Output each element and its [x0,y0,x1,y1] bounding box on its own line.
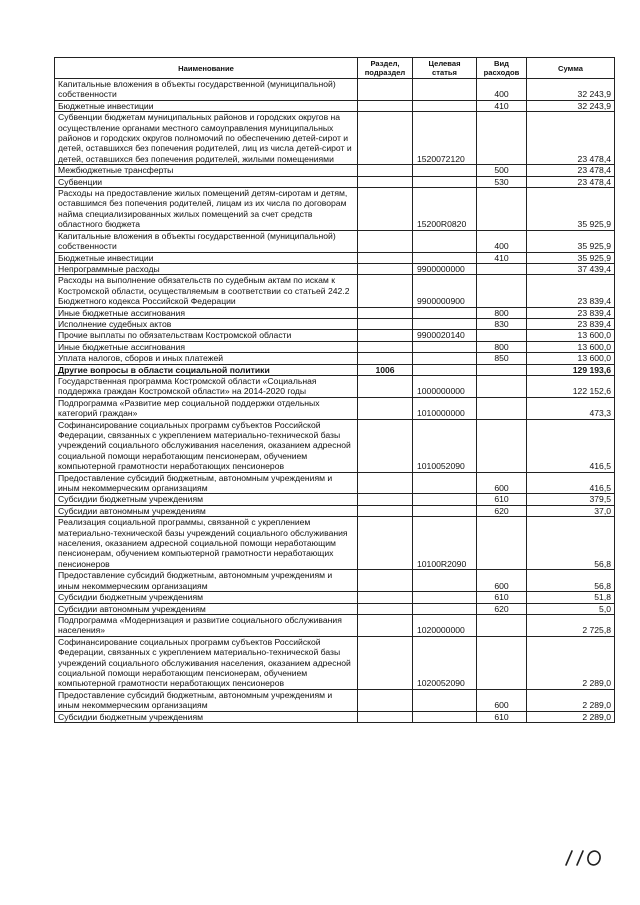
cell-name: Непрограммные расходы [55,263,358,274]
table-row [55,79,615,101]
table-row [55,711,615,722]
cell-target: 9900000900 [413,275,477,307]
cell-name: Прочие выплаты по обязательствам Костромской области [55,330,358,341]
cell-target: 10100R2090 [413,517,477,570]
header-expense-type: Вид расходов [477,58,527,79]
cell-name: Уплата налогов, сборов и иных платежей [55,353,358,364]
cell-expense-type [477,112,527,165]
cell-section [358,711,413,722]
cell-sum: 23 478,4 [527,165,615,176]
cell-name: Предоставление субсидий бюджетным, автономным учреждениям и иным некоммерческим организациям [55,689,358,711]
cell-sum: 129 193,6 [527,364,615,375]
cell-section [358,494,413,505]
cell-target [413,353,477,364]
cell-name: Расходы на предоставление жилых помещений детям-сиротам и детям, оставшимся без попечения родителей, лицам из их числа по договорам найма специализированных жилых помещений за счет средств областного бюджета [55,188,358,231]
table-row [55,505,615,516]
table-row [55,419,615,472]
cell-expense-type: 800 [477,307,527,318]
cell-name: Субвенции бюджетам муниципальных районов и городских округов на осуществление органами местного самоуправления муниципальных районов и городских округов полномочий по обеспечению детей-сирот и детей, оставшихся без попечения родителей, лиц из числа детей-сирот и детей, оставшихся без попечения родителей, жилыми помещениями [55,112,358,165]
cell-sum: 35 925,9 [527,230,615,252]
table-body [55,79,615,723]
cell-sum: 13 600,0 [527,330,615,341]
header-section: Раздел, подраздел [358,58,413,79]
cell-sum: 2 289,0 [527,711,615,722]
cell-section [358,570,413,592]
table-row [55,494,615,505]
cell-section [358,230,413,252]
cell-expense-type: 500 [477,165,527,176]
cell-name: Субсидии автономным учреждениям [55,603,358,614]
cell-section: 1006 [358,364,413,375]
cell-section [358,603,413,614]
cell-expense-type: 610 [477,494,527,505]
cell-name: Иные бюджетные ассигнования [55,307,358,318]
cell-sum: 416,5 [527,472,615,494]
cell-sum: 35 925,9 [527,188,615,231]
table-row [55,307,615,318]
handwritten-page-number [560,843,610,873]
cell-expense-type [477,188,527,231]
table-row [55,275,615,307]
cell-section [358,112,413,165]
cell-section [358,79,413,101]
cell-name: Государственная программа Костромской области «Социальная поддержка граждан Костромской области» на 2014-2020 годы [55,375,358,397]
cell-expense-type: 620 [477,603,527,614]
cell-target: 9900020140 [413,330,477,341]
table-row [55,375,615,397]
cell-name: Субвенции [55,176,358,187]
cell-section [358,165,413,176]
cell-sum: 56,8 [527,570,615,592]
cell-expense-type: 600 [477,570,527,592]
table-row [55,603,615,614]
cell-expense-type [477,636,527,689]
cell-expense-type: 600 [477,689,527,711]
cell-target [413,592,477,603]
cell-target [413,364,477,375]
cell-expense-type [477,330,527,341]
cell-expense-type [477,517,527,570]
cell-target [413,570,477,592]
cell-name: Субсидии бюджетным учреждениям [55,494,358,505]
table-row [55,330,615,341]
cell-sum: 23 478,4 [527,112,615,165]
cell-sum: 23 478,4 [527,176,615,187]
table-header [55,58,615,79]
cell-expense-type [477,614,527,636]
cell-target [413,165,477,176]
cell-target: 1020052090 [413,636,477,689]
table-row [55,252,615,263]
cell-section [358,318,413,329]
cell-name: Бюджетные инвестиции [55,100,358,111]
table-row [55,100,615,111]
cell-name: Капитальные вложения в объекты государственной (муниципальной) собственности [55,230,358,252]
cell-name: Исполнение судебных актов [55,318,358,329]
cell-section [358,419,413,472]
table-row [55,353,615,364]
cell-target: 9900000000 [413,263,477,274]
header-name: Наименование [55,58,358,79]
cell-target [413,603,477,614]
cell-expense-type: 410 [477,252,527,263]
cell-target: 1010000000 [413,397,477,419]
table-row [55,472,615,494]
cell-section [358,252,413,263]
cell-section [358,614,413,636]
cell-name: Капитальные вложения в объекты государственной (муниципальной) собственности [55,79,358,101]
cell-expense-type [477,375,527,397]
table-row [55,397,615,419]
cell-name: Другие вопросы в области социальной политики [55,364,358,375]
cell-target: 1000000000 [413,375,477,397]
cell-name: Субсидии бюджетным учреждениям [55,711,358,722]
cell-section [358,517,413,570]
cell-section [358,689,413,711]
table-row [55,689,615,711]
cell-target [413,252,477,263]
cell-sum: 473,3 [527,397,615,419]
cell-name: Субсидии автономным учреждениям [55,505,358,516]
table-row [55,263,615,274]
cell-target [413,176,477,187]
cell-target: 1010052090 [413,419,477,472]
cell-section [358,330,413,341]
table-row [55,318,615,329]
cell-section [358,188,413,231]
cell-expense-type [477,263,527,274]
cell-expense-type: 400 [477,230,527,252]
table-row [55,636,615,689]
cell-name: Реализация социальной программы, связанной с укреплением материально-технической базы учреждений социального обслуживания населения, оказанием адресной социальной помощи неработающим пенсионерам, обучением компьютерной грамотности неработающих пенсионеров [55,517,358,570]
cell-target: 1020000000 [413,614,477,636]
cell-sum: 32 243,9 [527,100,615,111]
cell-expense-type: 610 [477,592,527,603]
header-sum: Сумма [527,58,615,79]
cell-section [358,275,413,307]
cell-name: Предоставление субсидий бюджетным, автономным учреждениям и иным некоммерческим организациям [55,570,358,592]
cell-section [358,375,413,397]
table-row [55,592,615,603]
cell-section [358,636,413,689]
cell-expense-type [477,419,527,472]
cell-name: Иные бюджетные ассигнования [55,341,358,352]
cell-name: Расходы на выполнение обязательств по судебным актам по искам к Костромской области, осуществляемым в соответствии со статьей 242.2 Бюджетного кодекса Российской Федерации [55,275,358,307]
cell-expense-type: 530 [477,176,527,187]
cell-target [413,100,477,111]
cell-target [413,711,477,722]
cell-target [413,341,477,352]
budget-table [54,57,615,723]
cell-name: Субсидии бюджетным учреждениям [55,592,358,603]
cell-target [413,689,477,711]
cell-sum: 35 925,9 [527,252,615,263]
cell-section [358,307,413,318]
cell-sum: 23 839,4 [527,318,615,329]
cell-name: Подпрограмма «Модернизация и развитие социального обслуживания населения» [55,614,358,636]
table-row [55,364,615,375]
cell-sum: 2 289,0 [527,689,615,711]
cell-target [413,505,477,516]
cell-section [358,353,413,364]
cell-name: Предоставление субсидий бюджетным, автономным учреждениям и иным некоммерческим организациям [55,472,358,494]
cell-sum: 379,5 [527,494,615,505]
table-row [55,176,615,187]
cell-sum: 37,0 [527,505,615,516]
cell-sum: 122 152,6 [527,375,615,397]
cell-expense-type: 620 [477,505,527,516]
cell-expense-type [477,275,527,307]
cell-section [358,263,413,274]
cell-target: 1520072120 [413,112,477,165]
cell-expense-type: 400 [477,79,527,101]
cell-section [358,100,413,111]
cell-section [358,592,413,603]
table-row [55,188,615,231]
table-row [55,341,615,352]
cell-sum: 56,8 [527,517,615,570]
cell-target [413,307,477,318]
cell-sum: 51,8 [527,592,615,603]
cell-section [358,505,413,516]
cell-sum: 416,5 [527,419,615,472]
cell-sum: 2 725,8 [527,614,615,636]
table-row [55,517,615,570]
cell-expense-type [477,397,527,419]
cell-expense-type: 600 [477,472,527,494]
cell-section [358,472,413,494]
cell-name: Бюджетные инвестиции [55,252,358,263]
cell-expense-type: 830 [477,318,527,329]
cell-sum: 13 600,0 [527,353,615,364]
table-row [55,165,615,176]
cell-target [413,318,477,329]
cell-sum: 13 600,0 [527,341,615,352]
cell-sum: 23 839,4 [527,307,615,318]
table-row [55,570,615,592]
cell-name: Софинансирование социальных программ субъектов Российской Федерации, связанных с укреплением материально-технической базы учреждений социального обслуживания населения, оказанием адресной социальной помощи неработающим пенсионерам, обучением компьютерной грамотности неработающих пенсионеров [55,419,358,472]
header-target: Целевая статья [413,58,477,79]
cell-section [358,397,413,419]
cell-target [413,494,477,505]
cell-expense-type: 850 [477,353,527,364]
cell-name: Межбюджетные трансферты [55,165,358,176]
cell-expense-type: 610 [477,711,527,722]
cell-sum: 2 289,0 [527,636,615,689]
cell-sum: 5,0 [527,603,615,614]
cell-sum: 37 439,4 [527,263,615,274]
table-row [55,614,615,636]
cell-section [358,341,413,352]
cell-target [413,79,477,101]
table-row [55,230,615,252]
table-row [55,112,615,165]
cell-name: Подпрограмма «Развитие мер социальной поддержки отдельных категорий граждан» [55,397,358,419]
cell-expense-type: 800 [477,341,527,352]
cell-target: 15200R0820 [413,188,477,231]
cell-expense-type [477,364,527,375]
cell-sum: 32 243,9 [527,79,615,101]
cell-section [358,176,413,187]
cell-name: Софинансирование социальных программ субъектов Российской Федерации, связанных с укреплением материально-технической базы учреждений социального обслуживания населения, оказанием адресной социальной помощи неработающим пенсионерам, обучением компьютерной грамотности неработающих пенсионеров [55,636,358,689]
cell-sum: 23 839,4 [527,275,615,307]
cell-target [413,472,477,494]
cell-target [413,230,477,252]
cell-expense-type: 410 [477,100,527,111]
